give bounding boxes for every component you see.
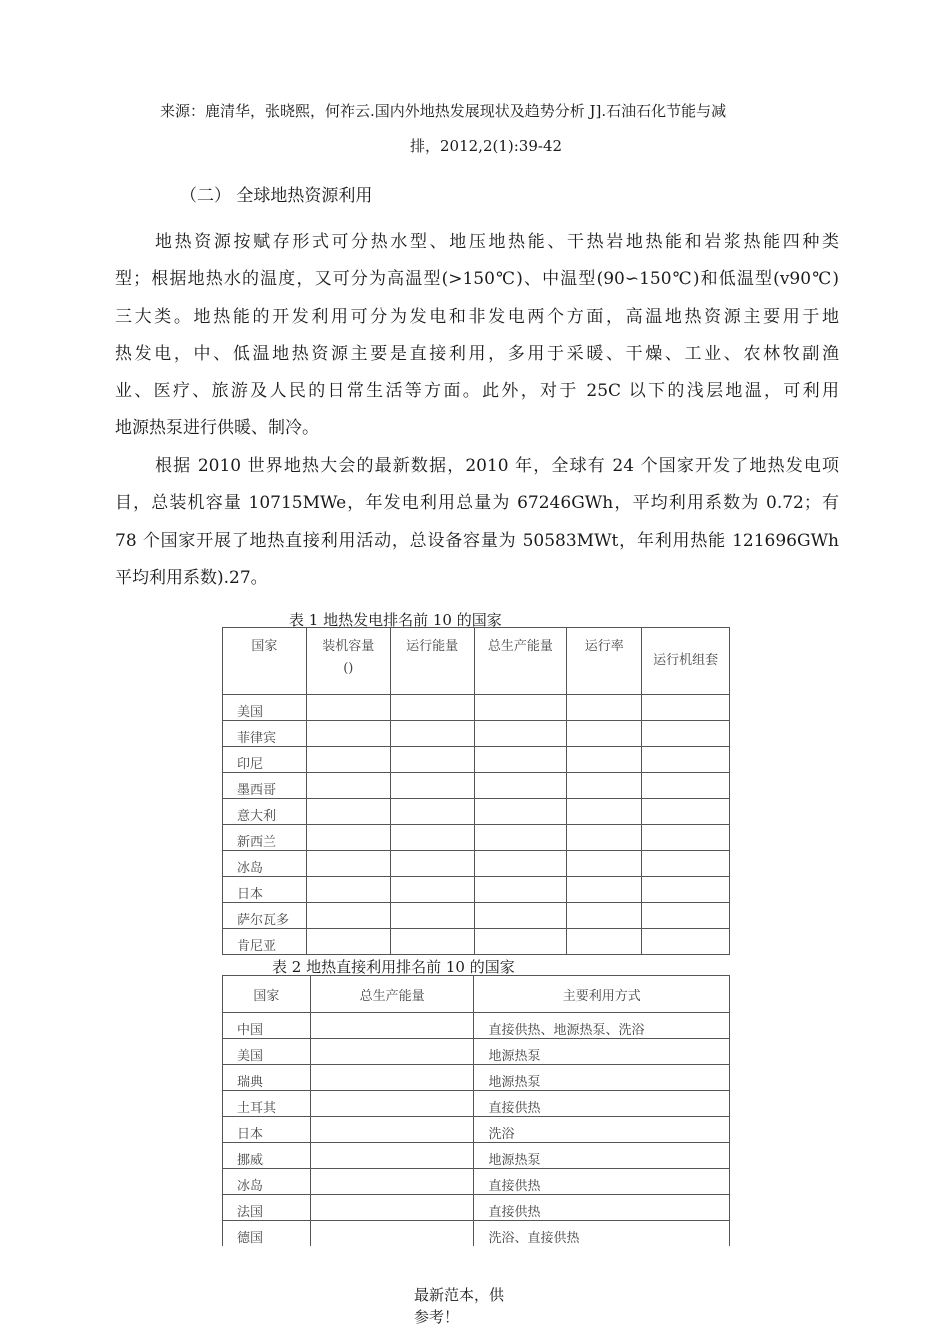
country-cell: 挪威 bbox=[223, 1143, 311, 1169]
use-cell: 地源热泵 bbox=[474, 1065, 730, 1091]
paragraph-world-statistics bbox=[115, 448, 839, 597]
country-cell: 冰岛 bbox=[223, 1169, 311, 1195]
table-row bbox=[223, 877, 730, 903]
country-cell: 法国 bbox=[223, 1195, 311, 1221]
country-cell: 中国 bbox=[223, 1013, 311, 1039]
source-citation-line2: 排，2012,2(1):39-42 bbox=[410, 137, 563, 155]
country-cell: 墨西哥 bbox=[223, 773, 307, 799]
table-row bbox=[223, 1195, 730, 1221]
use-cell: 直接供热、地源热泵、洗浴 bbox=[474, 1013, 730, 1039]
table-row bbox=[223, 851, 730, 877]
use-cell: 直接供热 bbox=[474, 1091, 730, 1117]
table-row bbox=[223, 799, 730, 825]
empty-cell bbox=[390, 799, 474, 825]
empty-cell bbox=[567, 929, 642, 955]
empty-cell bbox=[306, 695, 390, 721]
empty-cell bbox=[642, 747, 730, 773]
header-country: 国家 bbox=[223, 976, 311, 1013]
paragraph-line: 平均利用系数).27。 bbox=[115, 567, 268, 588]
empty-cell bbox=[306, 721, 390, 747]
empty-cell bbox=[306, 773, 390, 799]
header-capacity bbox=[306, 628, 390, 695]
paragraph-line: 目，总装机容量 10715MWe，年发电利用总量为 67246GWh，平均利用系数为 0.72；有 bbox=[115, 493, 839, 514]
empty-cell bbox=[390, 903, 474, 929]
paragraph-line: 业、医疗、旅游及人民的日常生活等方面。此外，对于 25C 以下的浅层地温，可利用 bbox=[115, 381, 839, 402]
use-cell: 地源热泵 bbox=[474, 1039, 730, 1065]
table-row bbox=[223, 903, 730, 929]
empty-cell bbox=[567, 695, 642, 721]
table-row bbox=[223, 1039, 730, 1065]
country-cell: 肯尼亚 bbox=[223, 929, 307, 955]
empty-cell bbox=[567, 799, 642, 825]
empty-cell bbox=[567, 721, 642, 747]
empty-cell bbox=[474, 825, 567, 851]
table-row bbox=[223, 695, 730, 721]
empty-cell bbox=[310, 1091, 474, 1117]
country-cell: 菲律宾 bbox=[223, 721, 307, 747]
country-cell: 美国 bbox=[223, 1039, 311, 1065]
empty-cell bbox=[390, 929, 474, 955]
table-row bbox=[223, 1013, 730, 1039]
empty-cell bbox=[310, 1169, 474, 1195]
use-cell: 直接供热 bbox=[474, 1195, 730, 1221]
empty-cell bbox=[474, 799, 567, 825]
empty-cell bbox=[642, 825, 730, 851]
empty-cell bbox=[390, 877, 474, 903]
section-heading: （二） 全球地热资源利用 bbox=[180, 186, 373, 206]
paragraph-resource-types bbox=[115, 224, 839, 448]
empty-cell bbox=[642, 799, 730, 825]
country-cell: 新西兰 bbox=[223, 825, 307, 851]
header-total-production: 总生产能量 bbox=[474, 628, 567, 695]
table-row bbox=[223, 1091, 730, 1117]
use-cell: 洗浴、直接供热 bbox=[474, 1221, 730, 1247]
empty-cell bbox=[390, 825, 474, 851]
empty-cell bbox=[310, 1143, 474, 1169]
country-cell: 德国 bbox=[223, 1221, 311, 1247]
table-row bbox=[223, 721, 730, 747]
country-cell: 日本 bbox=[223, 877, 307, 903]
paragraph-line: 根据 2010 世界地热大会的最新数据，2010 年，全球有 24 个国家开发了地热发电项 bbox=[155, 456, 839, 476]
empty-cell bbox=[390, 747, 474, 773]
empty-cell bbox=[642, 851, 730, 877]
table2-caption: 表 2 地热直接利用排名前 10 的国家 bbox=[272, 958, 515, 976]
empty-cell bbox=[310, 1221, 474, 1247]
country-cell: 印尼 bbox=[223, 747, 307, 773]
empty-cell bbox=[642, 773, 730, 799]
footer-note bbox=[414, 1284, 524, 1328]
empty-cell bbox=[567, 903, 642, 929]
header-country: 国家 bbox=[223, 628, 307, 695]
empty-cell bbox=[390, 773, 474, 799]
header-capacity-unit: () bbox=[343, 661, 354, 676]
empty-cell bbox=[567, 825, 642, 851]
empty-cell bbox=[642, 903, 730, 929]
header-total-production: 总生产能量 bbox=[310, 976, 474, 1013]
table-row bbox=[223, 1117, 730, 1143]
paragraph-line: 地源热泵进行供暖、制冷。 bbox=[115, 418, 319, 439]
empty-cell bbox=[390, 851, 474, 877]
source-citation-line1: 来源：鹿清华，张晓熙，何祚云.国内外地热发展现状及趋势分析 J].石油石化节能与减 bbox=[160, 102, 727, 120]
header-main-use: 主要利用方式 bbox=[474, 976, 730, 1013]
empty-cell bbox=[642, 695, 730, 721]
empty-cell bbox=[306, 851, 390, 877]
paragraph-line: 型；根据地热水的温度，又可分为高温型(>150℃)、中温型(90∽150℃)和低温型(v90℃) bbox=[115, 269, 839, 290]
empty-cell bbox=[642, 721, 730, 747]
empty-cell bbox=[310, 1117, 474, 1143]
use-cell: 直接供热 bbox=[474, 1169, 730, 1195]
table-row bbox=[223, 747, 730, 773]
empty-cell bbox=[306, 903, 390, 929]
table-row bbox=[223, 1221, 730, 1247]
table-power-generation bbox=[222, 627, 730, 955]
table-header-row bbox=[223, 628, 730, 695]
empty-cell bbox=[306, 799, 390, 825]
use-cell: 洗浴 bbox=[474, 1117, 730, 1143]
country-cell: 美国 bbox=[223, 695, 307, 721]
table-row bbox=[223, 1143, 730, 1169]
empty-cell bbox=[474, 903, 567, 929]
empty-cell bbox=[474, 773, 567, 799]
country-cell: 意大利 bbox=[223, 799, 307, 825]
empty-cell bbox=[567, 851, 642, 877]
table-row bbox=[223, 773, 730, 799]
empty-cell bbox=[306, 929, 390, 955]
empty-cell bbox=[567, 773, 642, 799]
empty-cell bbox=[310, 1039, 474, 1065]
country-cell: 萨尔瓦多 bbox=[223, 903, 307, 929]
footer-line: 最新范本，供 bbox=[414, 1286, 505, 1304]
paragraph-line: 地热资源按赋存形式可分热水型、地压地热能、干热岩地热能和岩浆热能四种类 bbox=[155, 232, 839, 252]
empty-cell bbox=[474, 747, 567, 773]
header-units: 运行机组套 bbox=[642, 628, 730, 695]
table-row bbox=[223, 1065, 730, 1091]
empty-cell bbox=[642, 877, 730, 903]
empty-cell bbox=[474, 695, 567, 721]
paragraph-line: 热发电，中、低温地热资源主要是直接利用，多用于采暖、干燥、工业、农林牧副渔 bbox=[115, 343, 839, 364]
country-cell: 瑞典 bbox=[223, 1065, 311, 1091]
paragraph-line: 三大类。地热能的开发利用可分为发电和非发电两个方面，高温地热资源主要用于地 bbox=[115, 306, 839, 327]
country-cell: 日本 bbox=[223, 1117, 311, 1143]
empty-cell bbox=[567, 877, 642, 903]
country-cell: 土耳其 bbox=[223, 1091, 311, 1117]
empty-cell bbox=[474, 851, 567, 877]
header-operating-rate: 运行率 bbox=[567, 628, 642, 695]
empty-cell bbox=[306, 747, 390, 773]
empty-cell bbox=[306, 825, 390, 851]
empty-cell bbox=[310, 1013, 474, 1039]
empty-cell bbox=[310, 1065, 474, 1091]
use-cell: 地源热泵 bbox=[474, 1143, 730, 1169]
empty-cell bbox=[390, 721, 474, 747]
table-row bbox=[223, 825, 730, 851]
header-operating-energy: 运行能量 bbox=[390, 628, 474, 695]
empty-cell bbox=[306, 877, 390, 903]
empty-cell bbox=[310, 1195, 474, 1221]
empty-cell bbox=[474, 929, 567, 955]
empty-cell bbox=[474, 877, 567, 903]
empty-cell bbox=[642, 929, 730, 955]
table-row bbox=[223, 929, 730, 955]
table-direct-use bbox=[222, 975, 730, 1246]
table1-caption: 表 1 地热发电排名前 10 的国家 bbox=[289, 611, 502, 629]
table-header-row bbox=[223, 976, 730, 1013]
paragraph-line: 78 个国家开展了地热直接利用活动，总设备容量为 50583MWt，年利用热能 121696GWh bbox=[115, 530, 839, 551]
country-cell: 冰岛 bbox=[223, 851, 307, 877]
header-capacity-label: 装机容量 bbox=[322, 639, 375, 654]
empty-cell bbox=[474, 721, 567, 747]
footer-line: 参考！ bbox=[414, 1308, 460, 1326]
table-row bbox=[223, 1169, 730, 1195]
empty-cell bbox=[567, 747, 642, 773]
empty-cell bbox=[390, 695, 474, 721]
